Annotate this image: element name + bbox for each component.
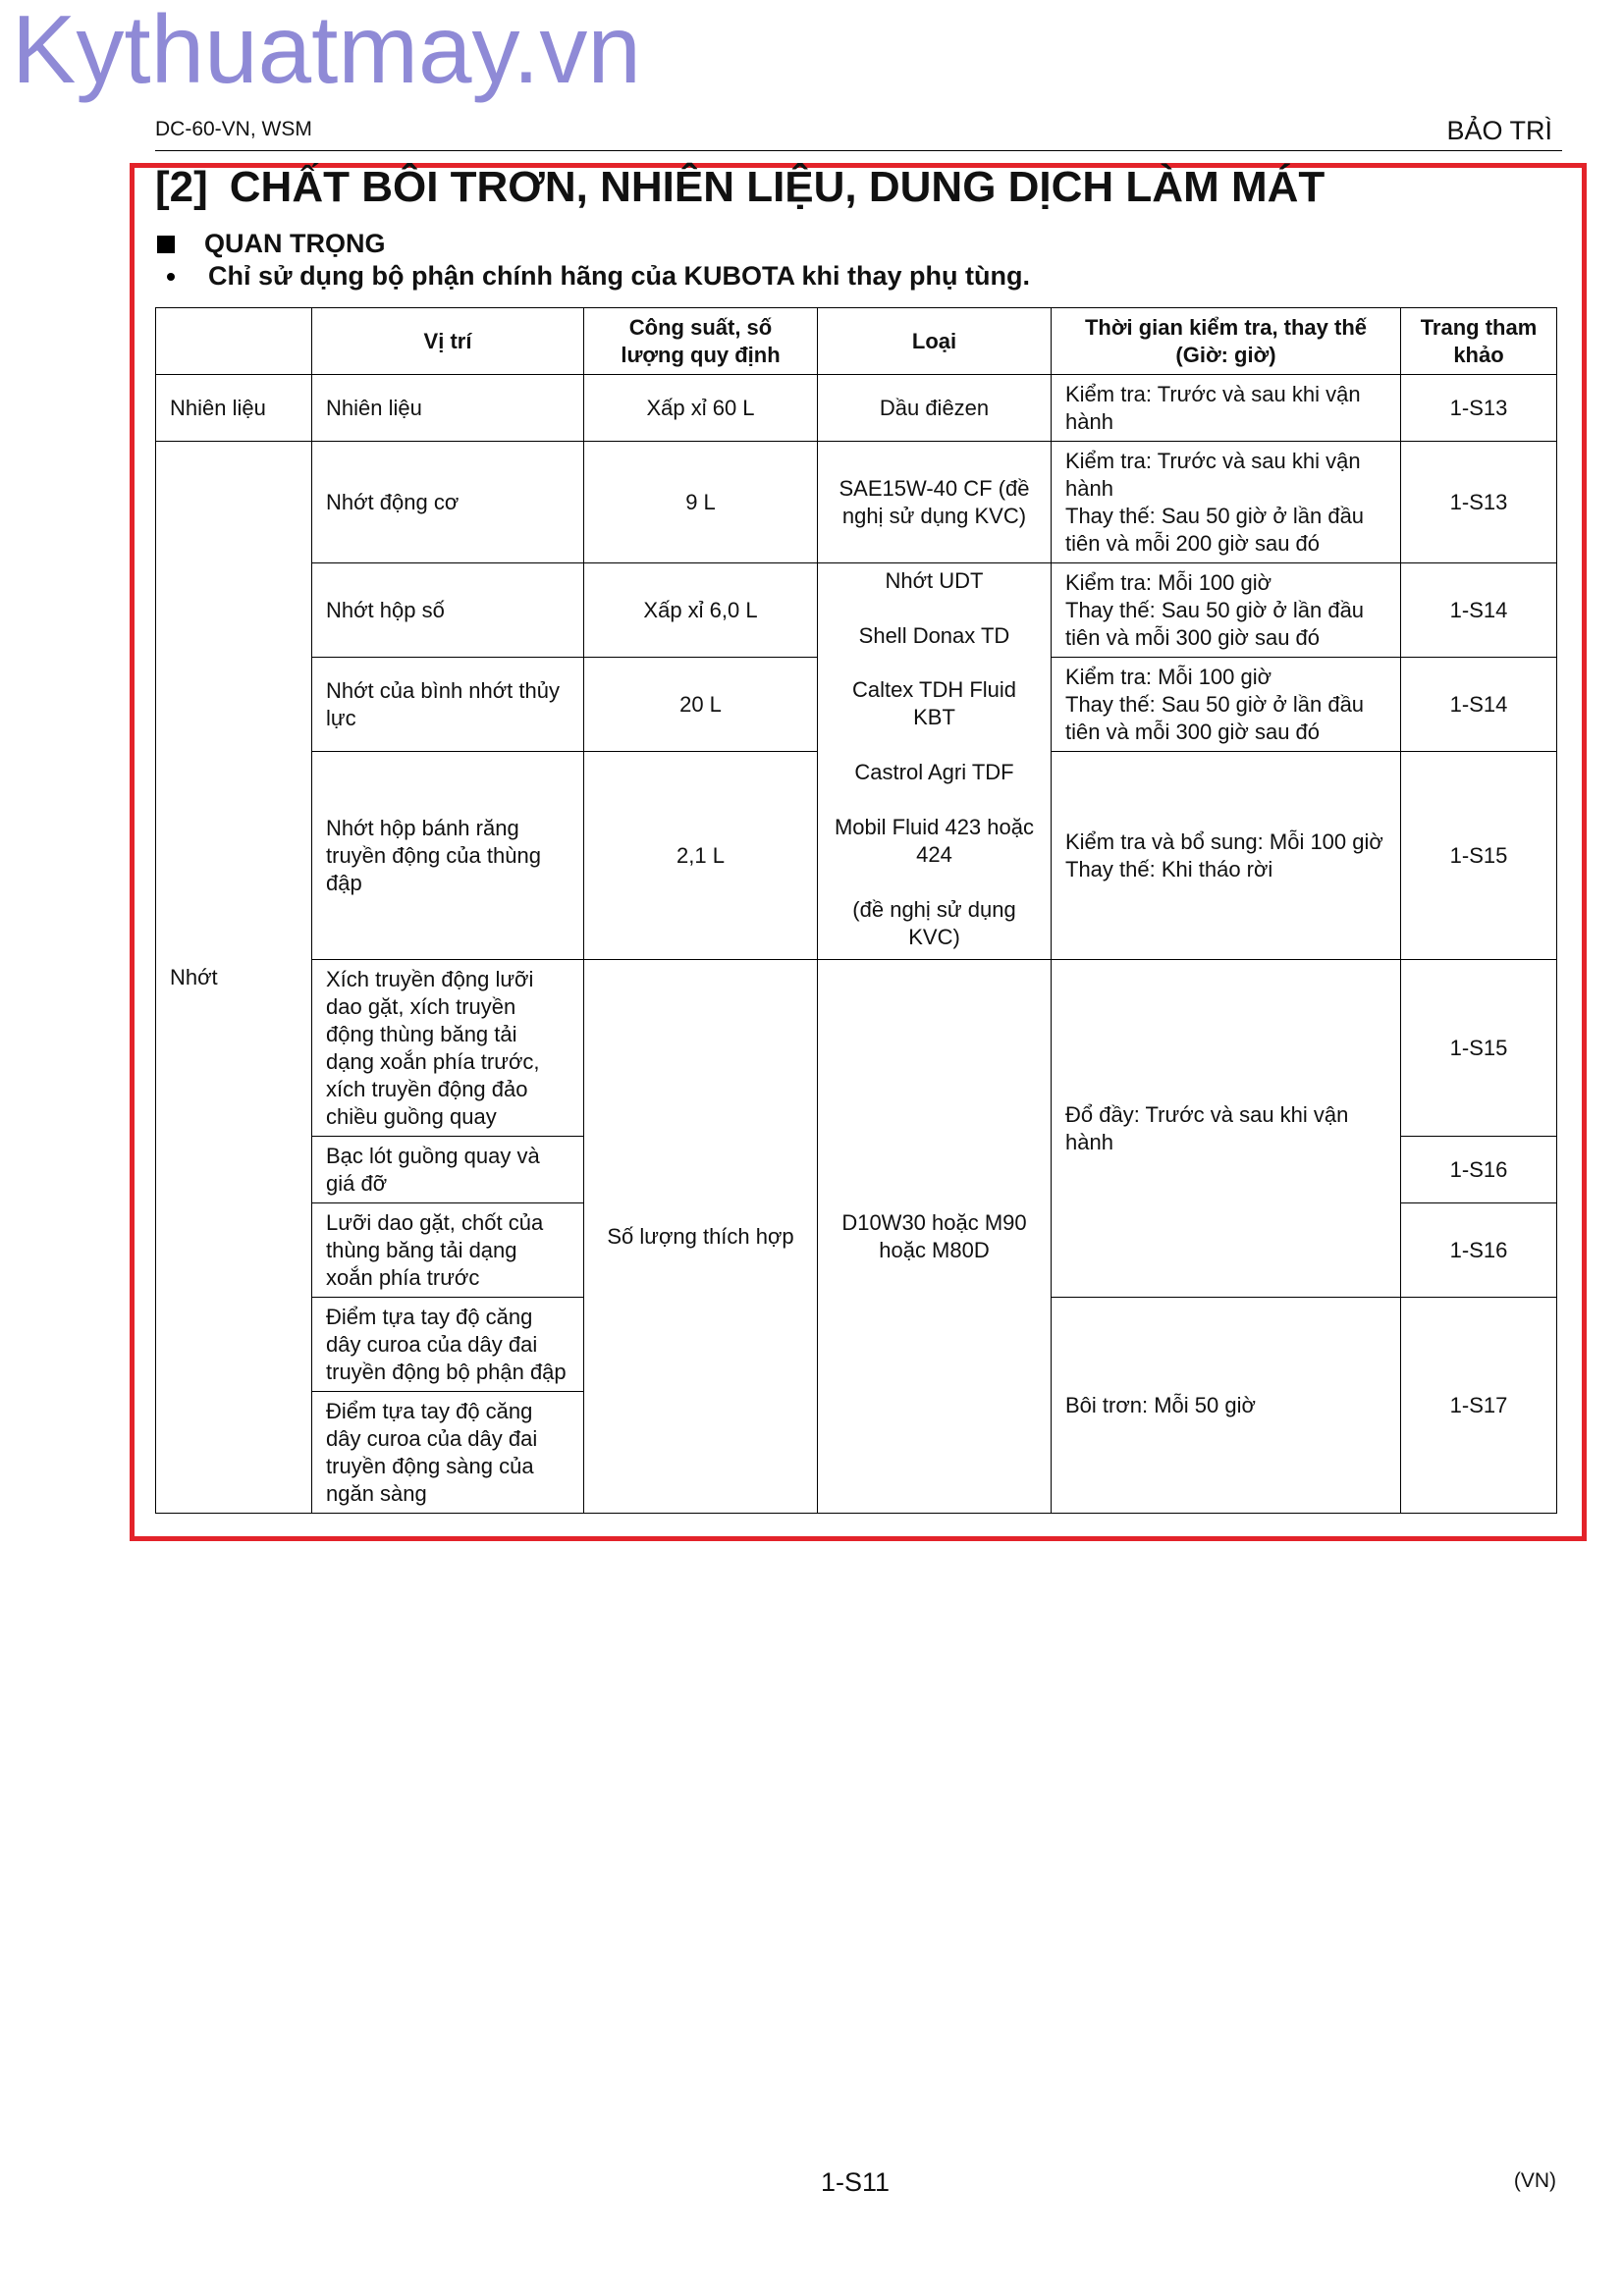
table-row: [156, 375, 1557, 442]
interval-gearbox-replace: Thay thế: Sau 50 giờ ở lần đầu tiên và mỗi 300 giờ sau đó: [1065, 597, 1365, 650]
header-reference: [1401, 308, 1557, 375]
ref-thresher-gear-oil: 1-S15: [1401, 752, 1557, 960]
item-reaper-chain: Xích truyền động lưỡi dao gặt, xích truyền động thùng băng tải dạng xoắn phía trước, xích truyền động đảo chiều guồng quay: [312, 960, 584, 1137]
document-code: DC-60-VN, WSM: [155, 118, 312, 140]
header-empty: [156, 308, 312, 375]
header-interval: [1052, 308, 1401, 375]
header-capacity: [584, 308, 818, 375]
interval-engine-oil-check: Kiểm tra: Trước và sau khi vận hành: [1065, 448, 1361, 501]
chapter-title: BẢO TRÌ: [1446, 116, 1552, 145]
table-row: [156, 442, 1557, 563]
section-heading: CHẤT BÔI TRƠN, NHIÊN LIỆU, DUNG DỊCH LÀM MÁT: [229, 163, 1325, 211]
ref-engine-oil: 1-S13: [1401, 442, 1557, 563]
oil-type-shell: Shell Donax TD: [858, 623, 1010, 648]
interval-gearbox-oil: [1052, 563, 1401, 658]
capacity-fuel: Xấp xỉ 60 L: [584, 375, 818, 442]
oil-type-castrol: Castrol Agri TDF: [854, 760, 1014, 784]
interval-fill: Đổ đầy: Trước và sau khi vận hành: [1052, 960, 1401, 1298]
lubricant-table: [155, 307, 1557, 1514]
type-engine-oil: SAE15W-40 CF (đề nghị sử dụng KVC): [818, 442, 1052, 563]
type-shared-oil: [818, 563, 1052, 960]
interval-hydraulic-check: Kiểm tra: Mỗi 100 giờ: [1065, 664, 1272, 689]
ref-lubricate: 1-S17: [1401, 1298, 1557, 1514]
interval-hydraulic-replace: Thay thế: Sau 50 giờ ở lần đầu tiên và mỗi 300 giờ sau đó: [1065, 691, 1365, 744]
header-position: Vị trí: [312, 308, 584, 375]
interval-engine-oil-replace: Thay thế: Sau 50 giờ ở lần đầu tiên và mỗi 200 giờ sau đó: [1065, 503, 1365, 556]
item-engine-oil: Nhớt động cơ: [312, 442, 584, 563]
item-thresher-belt-tensioner: Điểm tựa tay độ căng dây curoa của dây đai truyền động bộ phận đập: [312, 1298, 584, 1392]
important-label: QUAN TRỌNG: [204, 229, 386, 258]
oil-type-caltex: Caltex TDH Fluid KBT: [851, 677, 1017, 729]
ref-reaper-chain: 1-S15: [1401, 960, 1557, 1137]
capacity-gearbox-oil: Xấp xỉ 6,0 L: [584, 563, 818, 658]
capacity-thresher-gear-oil: 2,1 L: [584, 752, 818, 960]
header-reference-line1: Trang tham: [1420, 314, 1538, 340]
capacity-grease: Số lượng thích hợp: [584, 960, 818, 1514]
header-reference-line2: khảo: [1453, 342, 1504, 367]
important-note: [167, 261, 1030, 292]
interval-thresher-replace: Thay thế: Khi tháo rời: [1065, 856, 1273, 881]
item-thresher-gear-oil: Nhớt hộp bánh răng truyền động của thùng đập: [312, 752, 584, 960]
ref-reaper-blade: 1-S16: [1401, 1203, 1557, 1298]
interval-gearbox-check: Kiểm tra: Mỗi 100 giờ: [1065, 569, 1272, 595]
item-fuel: Nhiên liệu: [312, 375, 584, 442]
watermark-logo: Kythuatmay.vn: [12, 0, 641, 103]
capacity-engine-oil: 9 L: [584, 442, 818, 563]
item-reel-bushing: Bạc lót guồng quay và giá đỡ: [312, 1137, 584, 1203]
bullet-icon: [167, 273, 175, 281]
header-type: Loại: [818, 308, 1052, 375]
type-fuel: Dầu điêzen: [818, 375, 1052, 442]
header-divider: [155, 150, 1562, 151]
header-capacity-line1: Công suất, số: [628, 314, 773, 340]
ref-reel-bushing: 1-S16: [1401, 1137, 1557, 1203]
header-interval-line2: (Giờ: giờ): [1175, 342, 1276, 367]
group-fuel: Nhiên liệu: [156, 375, 312, 442]
table-row: [156, 563, 1557, 658]
ref-gearbox-oil: 1-S14: [1401, 563, 1557, 658]
important-heading: [157, 229, 386, 259]
capacity-hydraulic-oil: 20 L: [584, 658, 818, 752]
group-oil: Nhớt: [156, 442, 312, 1514]
header-interval-line1: Thời gian kiểm tra, thay thế: [1084, 314, 1368, 340]
interval-hydraulic-oil: [1052, 658, 1401, 752]
table-row: [156, 960, 1557, 1137]
header-capacity-line2: lượng quy định: [621, 342, 781, 367]
interval-thresher-gear-oil: [1052, 752, 1401, 960]
interval-fuel: Kiểm tra: Trước và sau khi vận hành: [1052, 375, 1401, 442]
ref-hydraulic-oil: 1-S14: [1401, 658, 1557, 752]
item-reaper-blade: Lưỡi dao gặt, chốt của thùng băng tải dạng xoắn phía trước: [312, 1203, 584, 1298]
section-number: [2]: [155, 163, 208, 211]
oil-type-mobil: Mobil Fluid 423 hoặc 424: [834, 815, 1034, 867]
item-sieve-belt-tensioner: Điểm tựa tay độ căng dây curoa của dây đai truyền động sàng của ngăn sàng: [312, 1392, 584, 1514]
important-note-text: Chỉ sử dụng bộ phận chính hãng của KUBOTA khi thay phụ tùng.: [208, 261, 1030, 291]
ref-fuel: 1-S13: [1401, 375, 1557, 442]
language-code: (VN): [1513, 2169, 1556, 2192]
item-gearbox-oil: Nhớt hộp số: [312, 563, 584, 658]
interval-engine-oil: [1052, 442, 1401, 563]
table-header-row: [156, 308, 1557, 375]
type-grease: D10W30 hoặc M90 hoặc M80D: [818, 960, 1052, 1514]
oil-type-recommend: (đề nghị sử dụng KVC): [852, 897, 1016, 949]
item-hydraulic-oil: Nhớt của bình nhớt thủy lực: [312, 658, 584, 752]
interval-thresher-check: Kiểm tra và bổ sung: Mỗi 100 giờ: [1065, 828, 1383, 854]
page-number: 1-S11: [821, 2167, 891, 2197]
oil-type-udt: Nhớt UDT: [885, 568, 984, 593]
interval-lubricate: Bôi trơn: Mỗi 50 giờ: [1052, 1298, 1401, 1514]
square-bullet-icon: [157, 236, 175, 253]
section-title: [155, 163, 1325, 212]
